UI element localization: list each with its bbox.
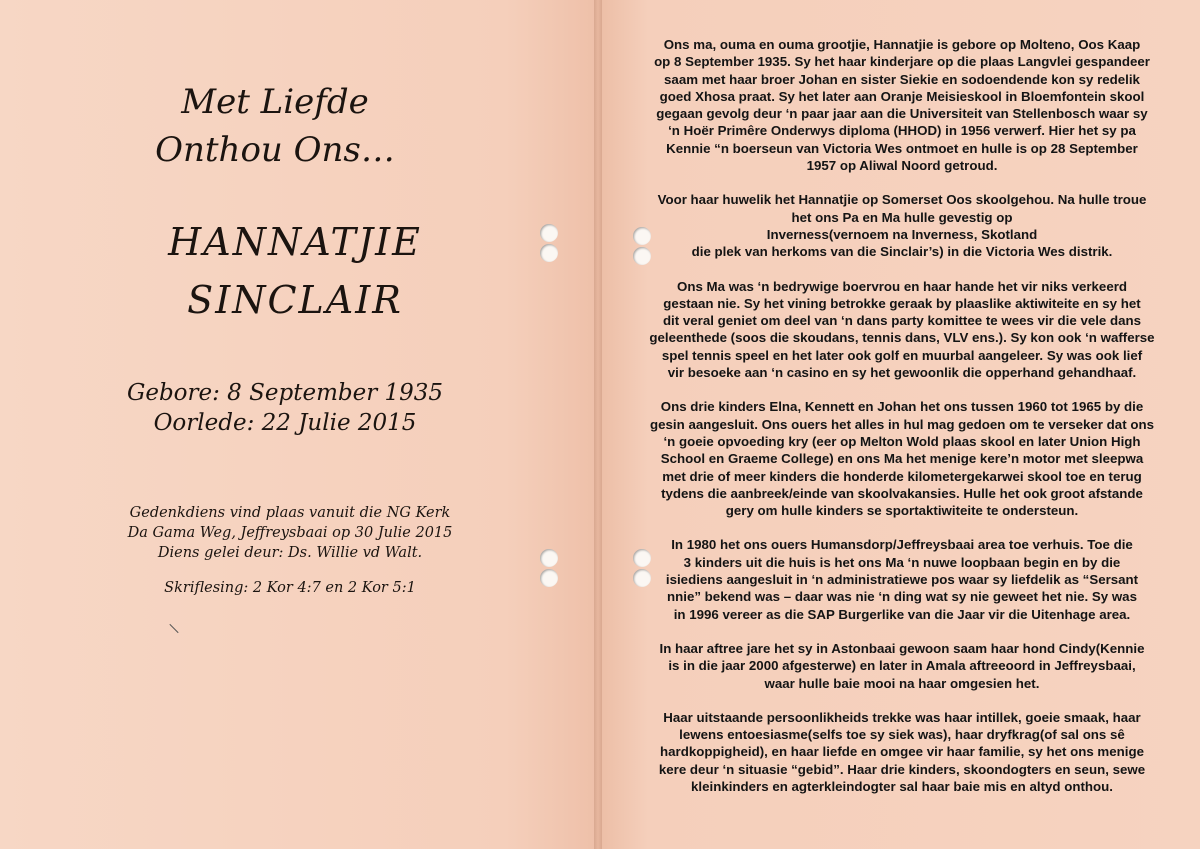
paragraph-line: nnie” bekend was – daar was nie ‘n ding wat sy nie geweet het nie. Sy was <box>667 589 1137 605</box>
paragraph-line: In 1980 het ons ouers Humansdorp/Jeffreysbaai area toe verhuis. Toe die <box>671 537 1133 553</box>
paragraph-line: op 8 September 1935. Sy het haar kinderjare op die plaas Langvlei gespandeer <box>654 54 1150 70</box>
name-surname: SINCLAIR <box>187 278 403 322</box>
paragraph-line: Kennie “n boerseun van Victoria Wes ontmoet en hulle is op 28 September <box>666 140 1138 156</box>
obituary-paragraph <box>612 278 1192 382</box>
paragraph-line: is in die jaar 2000 afgesterwe) en later in Amala aftreeoord in Jeffreysbaai, <box>668 658 1136 674</box>
paragraph-line: saam met haar broer Johan en sister Siekie en sodoendende kon sy redelik <box>664 71 1140 87</box>
paragraph-line: die plek van herkoms van die Sinclair’s) in die Victoria Wes distrik. <box>691 244 1113 260</box>
obituary-paragraph <box>612 191 1192 260</box>
paragraph-line: in 1996 vereer as die SAP Burgerlike van die Jaar vir die Uitenhage area. <box>673 606 1131 622</box>
paragraph-line: Voor haar huwelik het Hannatjie op Somerset Oos skoolgehou. Na hulle troue <box>657 192 1147 208</box>
paragraph-line: gesin aangesluit. Ons ouers het alles in hul mag gedoen om te verseker dat ons <box>650 416 1154 432</box>
paragraph-line: vir besoeke aan ‘n casino en sy het gewoonlik die opperhand gehandhaaf. <box>667 365 1137 381</box>
obituary-paragraph <box>612 536 1192 622</box>
service-line-1: Gedenkdiens vind plaas vanuit die NG Kerk <box>129 505 451 521</box>
paragraph-line: dit veral geniet om deel van ‘n dans party komittee te wees vir die vele dans <box>662 313 1142 329</box>
paragraph-line: kere deur ‘n situasie “gebid”. Haar drie kinders, skoondogters en seun, sewe <box>658 761 1146 777</box>
paragraph-line: gery om hulle kinders se sportaktiwiteite te ondersteun. <box>725 503 1079 519</box>
scripture-reading: Skriflesing: 2 Kor 4:7 en 2 Kor 5:1 <box>164 580 416 596</box>
paragraph-line: hardkoppigheid), en haar liefde en omgee vir haar familie, sy het ons menige <box>660 744 1144 760</box>
pen-mark <box>169 624 178 633</box>
obituary-paragraph <box>612 709 1192 795</box>
paragraph-line: Ons ma, ouma en ouma grootjie, Hannatjie is gebore op Molteno, Oos Kaap <box>663 37 1141 52</box>
paragraph-line: spel tennis speel en het later ook golf en muurbal aangeleer. Sy was ook lief <box>661 347 1143 363</box>
spine-fold <box>594 0 602 849</box>
obituary-paragraph <box>612 640 1192 692</box>
paragraph-line: goed Xhosa praat. Sy het later aan Oranje Meisieskool in Bloemfontein skool <box>659 88 1145 104</box>
heading-line-1: Met Liefde <box>181 82 369 122</box>
paragraph-line: In haar aftree jare het sy in Astonbaai gewoon saam haar hond Cindy(Kennie <box>659 640 1145 656</box>
paragraph-line: gegaan gevolg deur ‘n paar jaar aan die Universiteit van Stellenbosch waar sy <box>656 106 1148 122</box>
obituary-text <box>612 36 1192 812</box>
paragraph-line: lewens entoesiasme(selfs toe sy siek was), haar dryfkrag(of sal ons sê <box>679 727 1125 743</box>
paragraph-line: ‘n goeie opvoeding kry (eer op Melton Wold plaas skool en later Union High <box>663 433 1141 449</box>
paragraph-line: ‘n Hoër Primêre Onderwys diploma (HHOD) in 1956 verwerf. Hier het sy pa <box>668 123 1136 139</box>
obituary-paragraph <box>612 36 1192 174</box>
name-first: HANNATJIE <box>168 220 422 264</box>
paragraph-line: met drie of meer kinders die honderde kilometergekarwei skool toe en terug <box>662 468 1142 484</box>
left-page <box>0 0 596 849</box>
paragraph-line: het ons Pa en Ma hulle gevestig op <box>791 209 1013 225</box>
paragraph-line: kleinkinders en agterkleindogter sal haar baie mis en altyd onthou. <box>691 778 1113 794</box>
service-line-2: Da Gama Weg, Jeffreysbaai op 30 Julie 2015 <box>127 525 453 541</box>
paragraph-line: tydens die aanbreek/einde van skoolvakansies. Hulle het ook groot afstande <box>661 485 1143 501</box>
heading-line-2: Onthou Ons… <box>155 130 395 170</box>
paragraph-line: Ons drie kinders Elna, Kennett en Johan het ons tussen 1960 tot 1965 by die <box>660 399 1144 415</box>
paragraph-line: waar hulle baie mooi na haar omgesien het. <box>764 675 1040 691</box>
service-line-3: Diens gelei deur: Ds. Willie vd Walt. <box>157 545 423 561</box>
punch-hole <box>540 224 558 242</box>
paragraph-line: Ons Ma was ‘n bedrywige boervrou en haar hande het vir niks verkeerd <box>676 278 1128 294</box>
death-date: Oorlede: 22 Julie 2015 <box>153 410 417 436</box>
punch-hole <box>540 569 558 587</box>
obituary-paragraph <box>612 398 1192 519</box>
paragraph-line: geleenthede (soos die skoudans, tennis dans, VLV ens.). Sy kon ook ‘n wafferse <box>649 330 1155 346</box>
paragraph-line: isiediens aangesluit in ‘n administratiewe pos waar sy liefdelik as “Sersant <box>665 572 1139 588</box>
punch-hole <box>540 244 558 262</box>
paragraph-line: 1957 op Aliwal Noord getroud. <box>806 158 998 174</box>
punch-hole <box>540 549 558 567</box>
paragraph-line: Inverness(vernoem na Inverness, Skotland <box>766 226 1038 242</box>
paragraph-line: 3 kinders uit die huis is het ons Ma ‘n nuwe loopbaan begin en by die <box>683 554 1121 570</box>
paragraph-line: Haar uitstaande persoonlikheids trekke was haar intillek, goeie smaak, haar <box>663 709 1141 725</box>
paragraph-line: School en Graeme College) en ons Ma het menige kere’n motor met sleepwa <box>660 451 1144 467</box>
birth-date: Gebore: 8 September 1935 <box>126 380 444 406</box>
paragraph-line: gestaan nie. Sy het vining betrokke geraak by plaaslike aktiwiteite en sy het <box>663 295 1141 311</box>
